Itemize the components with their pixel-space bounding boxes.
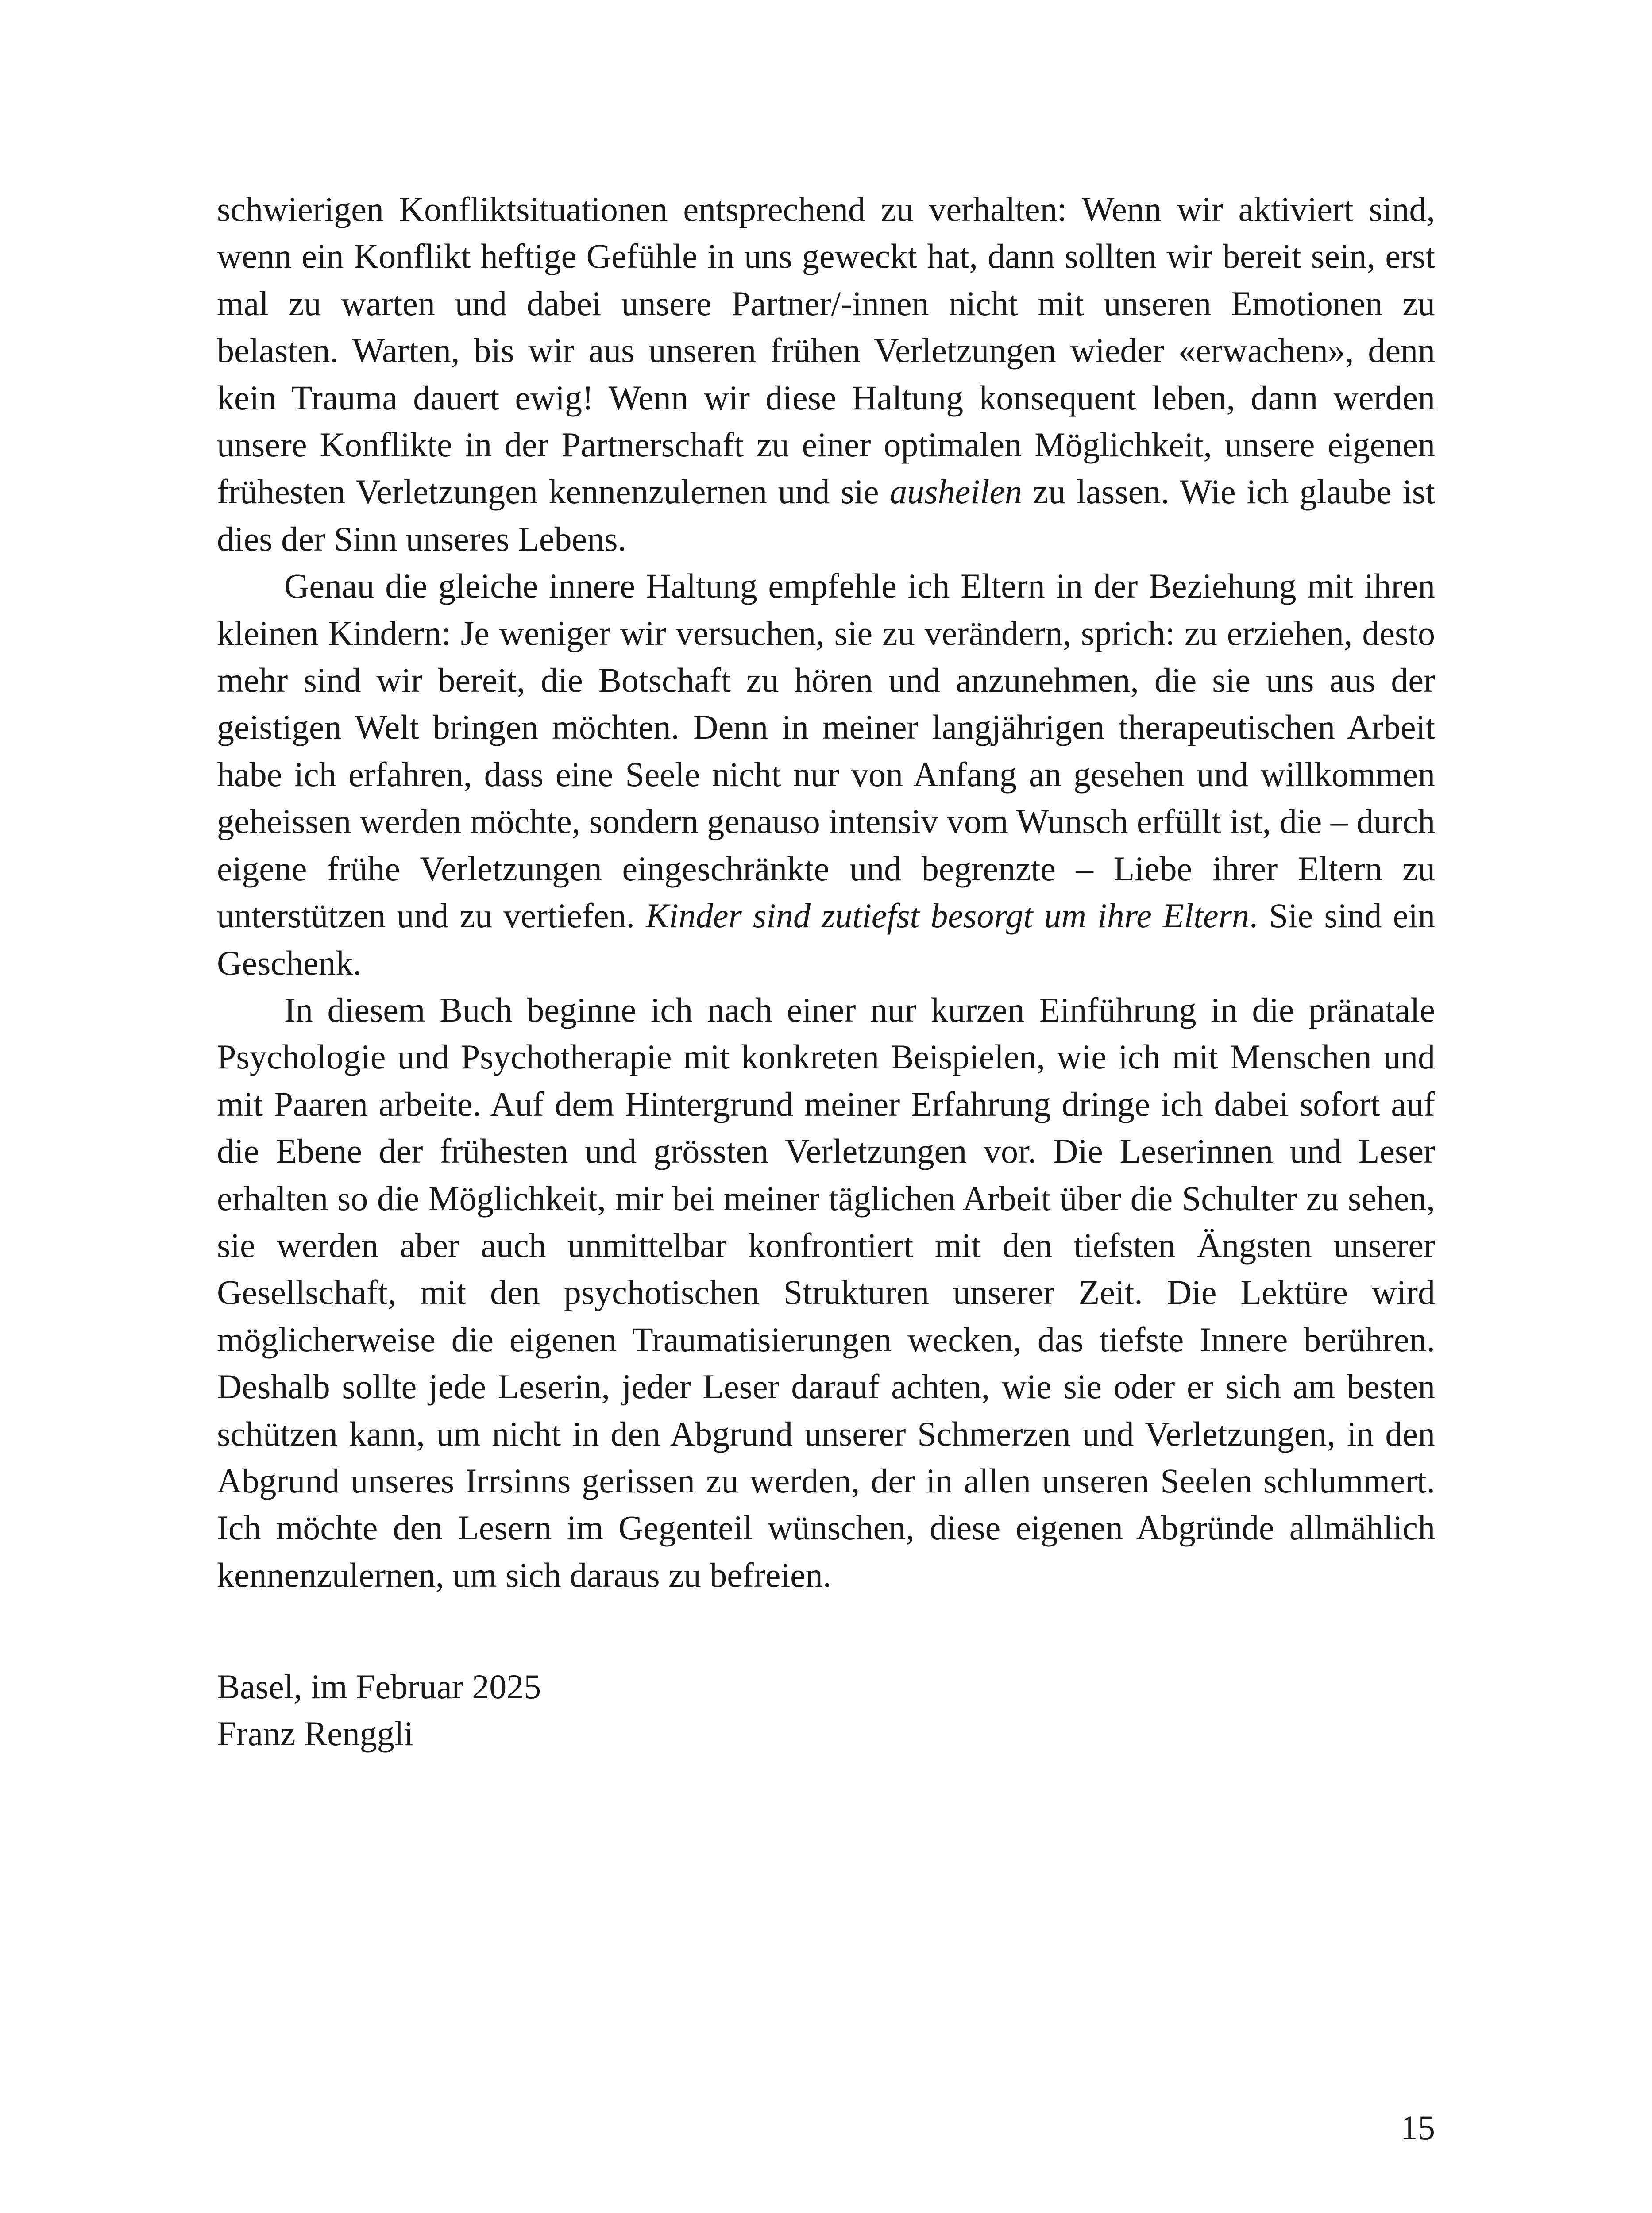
signature-author: Franz Renggli — [217, 1714, 414, 1753]
paragraph-1 — [217, 186, 1435, 563]
paragraph-2-text-a: Genau die gleiche innere Haltung empfehle ich Eltern in der Beziehung mit ihren kleinen Kindern: Je weniger wir versuchen, sie zu verändern, sprich: zu erziehen, desto mehr sind wir bereit, die Botschaft zu hören und anzunehmen, die sie uns aus der geistigen Welt bringen möchten. Denn in meiner langjährigen therapeutischen Arbeit habe ich erfahren, dass eine Seele nicht nur von Anfang an gesehen und willkommen geheissen werden möchte, sondern genauso intensiv vom Wunsch erfüllt ist, die – durch eigene frühe Verletzungen eingeschränkte und begrenzte – Liebe ihrer Eltern zu unterstützen und zu vertiefen. — [217, 567, 1435, 935]
paragraph-2-text-b: . Sie sind ein Geschenk. — [217, 896, 1435, 982]
paragraph-2 — [217, 563, 1435, 987]
paragraph-3 — [217, 987, 1435, 1599]
page-number: 15 — [1401, 2108, 1435, 2147]
paragraph-1-text-a: schwierigen Konfliktsituationen entsprechend zu verhalten: Wenn wir aktiviert sind, wenn ein Konflikt heftige Gefühle in uns geweckt hat, dann sollten wir bereit sein, erst mal zu warten und dabei unsere Partner/-innen nicht mit unseren Emotionen zu belasten. Warten, bis wir aus unseren frühen Verletzungen wieder «erwachen», denn kein Trauma dauert ewig! Wenn wir diese Haltung konsequent leben, dann werden unsere Konflikte in der Partnerschaft zu einer optimalen Möglichkeit, unsere eigenen frühesten Verletzungen kennenzulernen und sie — [217, 190, 1435, 511]
paragraph-2-italic: Kinder sind zutiefst besorgt um ihre Eltern — [646, 896, 1249, 935]
signature-block — [217, 1663, 541, 1758]
signature-place-date: Basel, im Februar 2025 — [217, 1667, 541, 1706]
paragraph-1-italic: ausheilen — [890, 472, 1023, 511]
paragraph-1-text-b: zu lassen. Wie ich glaube ist dies der Sinn unseres Lebens. — [217, 472, 1435, 558]
page-body — [217, 186, 1435, 1599]
paragraph-3-text: In diesem Buch beginne ich nach einer nur kurzen Einführung in die pränatale Psychologie und Psychotherapie mit konkreten Beispielen, wie ich mit Menschen und mit Paaren arbeite. Auf dem Hintergrund meiner Erfahrung dringe ich dabei sofort auf die Ebene der frühesten und grössten Verletzungen vor. Die Leserinnen und Leser erhalten so die Möglichkeit, mir bei meiner täglichen Arbeit über die Schulter zu sehen, sie werden aber auch unmittelbar konfrontiert mit den tiefsten Ängsten unserer Gesellschaft, mit den psychotischen Strukturen unserer Zeit. Die Lektüre wird möglicherweise die eigenen Traumatisierungen wecken, das tiefste Innere berühren. Deshalb sollte jede Leserin, jeder Leser darauf achten, wie sie oder er sich am besten schützen kann, um nicht in den Abgrund unserer Schmerzen und Verletzungen, in den Abgrund unseres Irrsinns gerissen zu werden, der in allen unseren Seelen schlummert. Ich möchte den Lesern im Gegenteil wünschen, diese eigenen Abgründe allmählich kennenzulernen, um sich daraus zu befreien. — [217, 990, 1435, 1594]
